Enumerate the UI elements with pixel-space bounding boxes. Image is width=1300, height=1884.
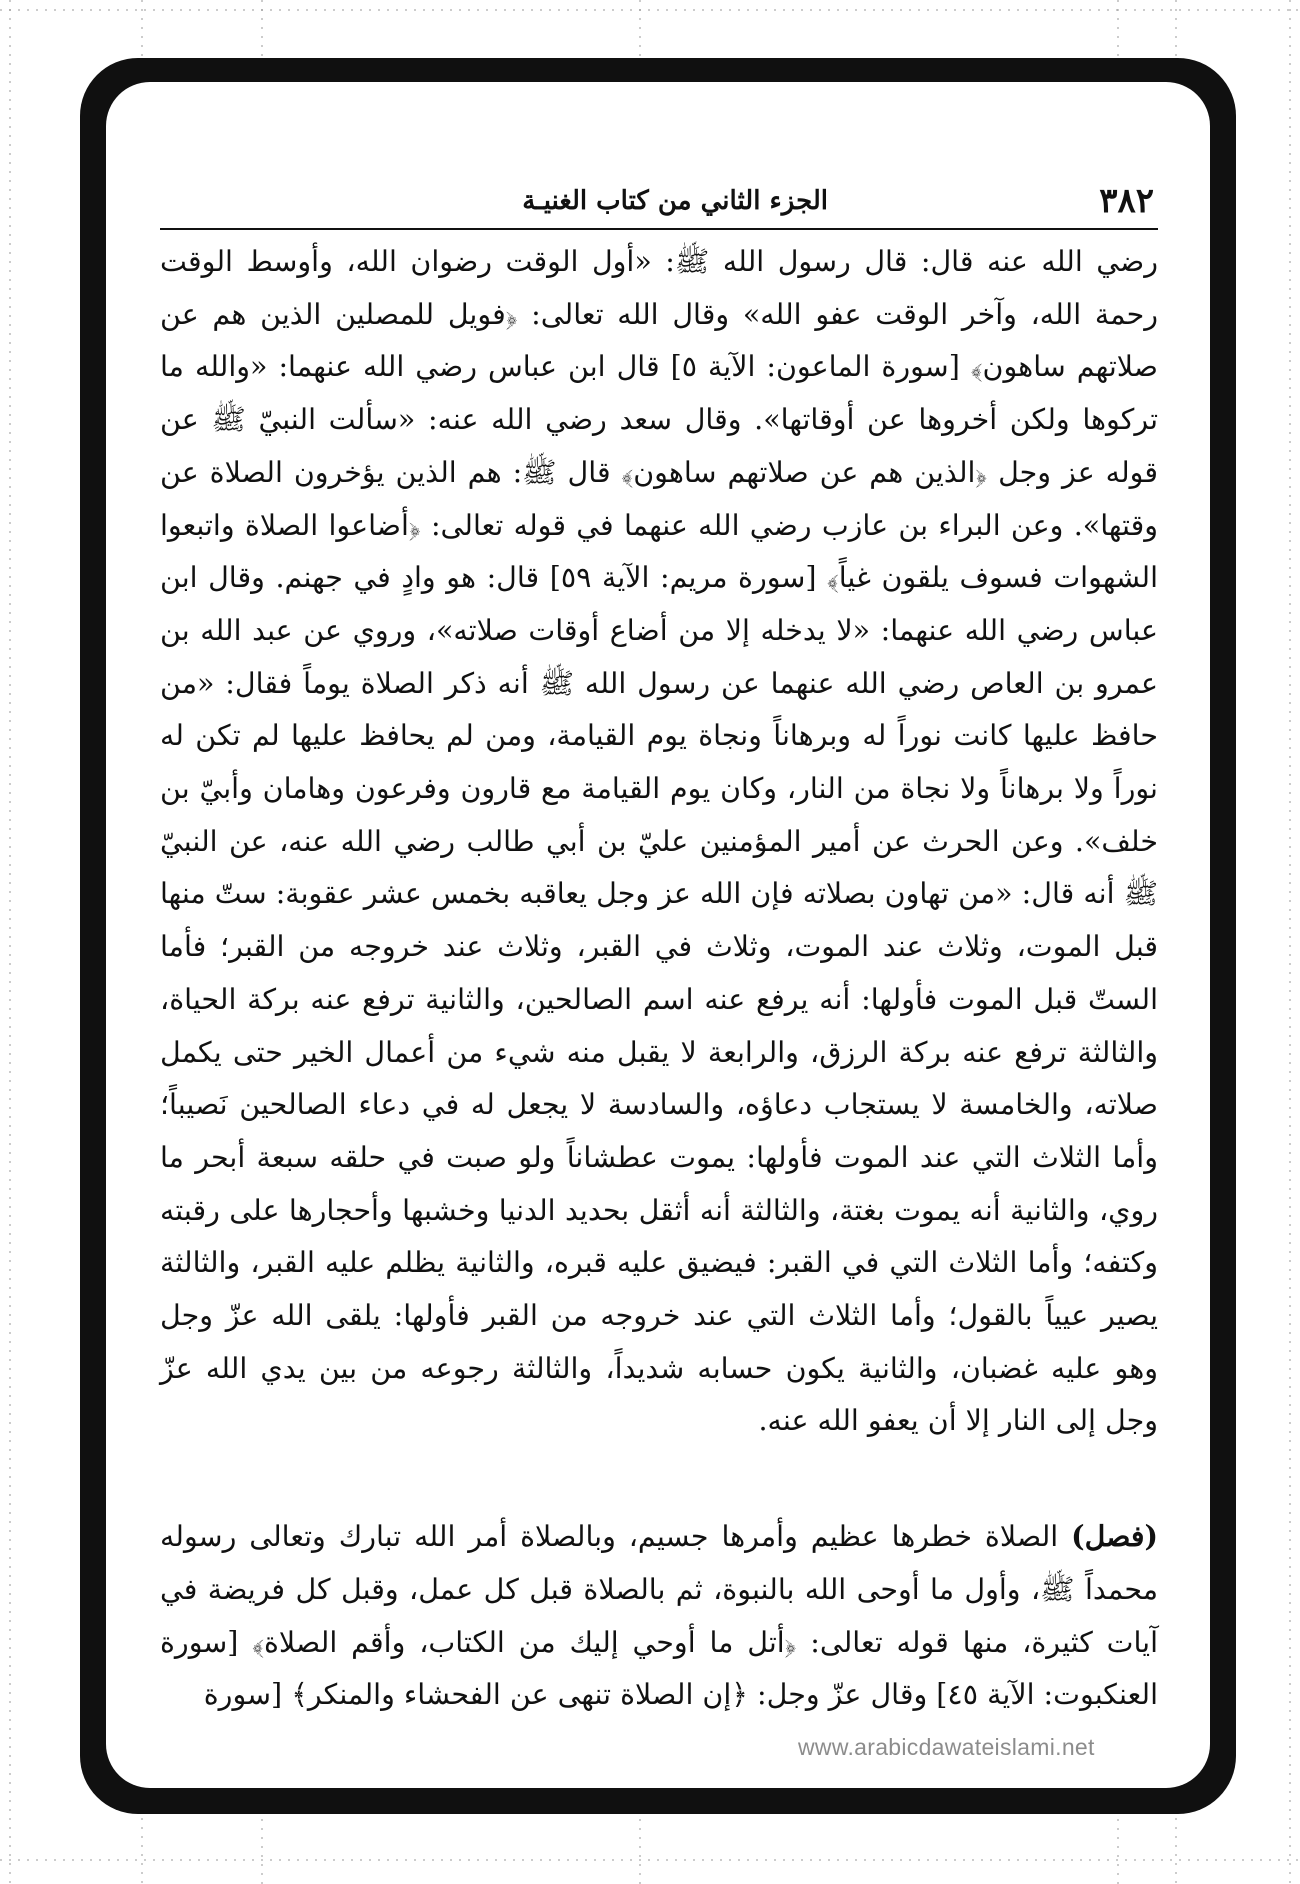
body-text	[160, 236, 1158, 1722]
page-header	[160, 178, 1158, 224]
paragraph-hadith-prayer-times: رضي الله عنه قال: قال رسول الله ﷺ: «أول الوقت رضوان الله، وأوسط الوقت رحمة الله، وآخر الوقت عفو الله» وقال الله تعالى: ﴿فويل للمصلين الذين هم عن صلاتهم ساهون﴾ [سورة الماعون: الآية ٥] قال ابن عباس رضي الله عنهما: «والله ما تركوها ولكن أخروها عن أوقاتها». وقال سعد رضي الله عنه: «سألت النبيّ ﷺ عن قوله عز وجل ﴿الذين هم عن صلاتهم ساهون﴾ قال ﷺ: هم الذين يؤخرون الصلاة عن وقتها». وعن البراء بن عازب رضي الله عنهما في قوله تعالى: ﴿أضاعوا الصلاة واتبعوا الشهوات فسوف يلقون غياً﴾ [سورة مريم: الآية ٥٩] قال: هو وادٍ في جهنم. وقال ابن عباس رضي الله عنهما: «لا يدخله إلا من أضاع أوقات صلاته»، وروي عن عبد الله بن عمرو بن العاص رضي الله عنهما عن رسول الله ﷺ أنه ذكر الصلاة يوماً فقال: «من حافظ عليها كانت نوراً له وبرهاناً ونجاة يوم القيامة، ومن لم يحافظ عليها لم تكن له نوراً ولا برهاناً ولا نجاة من النار، وكان يوم القيامة مع قارون وفرعون وهامان وأبيّ بن خلف». وعن الحرث عن أمير المؤمنين عليّ بن أبي طالب رضي الله عنه، عن النبيّ ﷺ أنه قال: «من تهاون بصلاته فإن الله عز وجل يعاقبه بخمس عشر عقوبة: ستّ منها قبل الموت، وثلاث عند الموت، وثلاث في القبر، وثلاث عند خروجه من القبر؛ فأما الستّ قبل الموت فأولها: أنه يرفع عنه اسم الصالحين، والثانية ترفع عنه بركة الحياة، والثالثة ترفع عنه بركة الرزق، والرابعة لا يقبل منه شيء من أعمال الخير حتى يكمل صلاته، والخامسة لا يستجاب دعاؤه، والسادسة لا يجعل له في دعاء الصالحين نَصيباً؛ وأما الثلاث التي عند الموت فأولها: يموت عطشاناً ولو صبت في حلقه سبعة أبحر ما روي، والثانية أنه يموت بغتة، والثالثة أنه أثقل بحديد الدنيا وخشبها وأحجارها على رقبته وكتفه؛ وأما الثلاث التي في القبر: فيضيق عليه قبره، والثانية يظلم عليه القبر، والثالثة يصير عيياً بالقول؛ وأما الثلاث التي عند خروجه من القبر فأولها: يلقى الله عزّ وجل وهو عليه غضبان، والثانية يكون حسابه شديداً، والثالثة رجوعه من بين يدي الله عزّ وجل إلى النار إلا أن يعفو الله عنه.	[160, 245, 1158, 1438]
header-rule	[160, 228, 1158, 230]
running-title: الجزء الثاني من كتاب الغنيـة	[522, 186, 828, 216]
paragraph-text: الصلاة خطرها عظيم وأمرها جسيم، وبالصلاة أمر الله تبارك وتعالى رسوله محمداً ﷺ، وأول ما أوحى الله بالنبوة، ثم بالصلاة قبل كل عمل، وقبل كل فريضة في آيات كثيرة، منها قوله تعالى: ﴿أتل ما أوحي إليك من الكتاب، وأقم الصلاة﴾ [سورة العنكبوت: الآية ٤٥] وقال عزّ وجل: ﴿إن الصلاة تنهى عن الفحشاء والمنكر﴾ [سورة	[160, 1520, 1158, 1712]
paragraph-fasl-prayer	[160, 1510, 1158, 1722]
paragraph-gap	[160, 1448, 1158, 1510]
page-number: ٣٨٢	[1099, 181, 1154, 221]
section-label: (فصل)	[1071, 1519, 1158, 1554]
watermark-url: www.arabicdawateislami.net	[798, 1734, 1095, 1760]
